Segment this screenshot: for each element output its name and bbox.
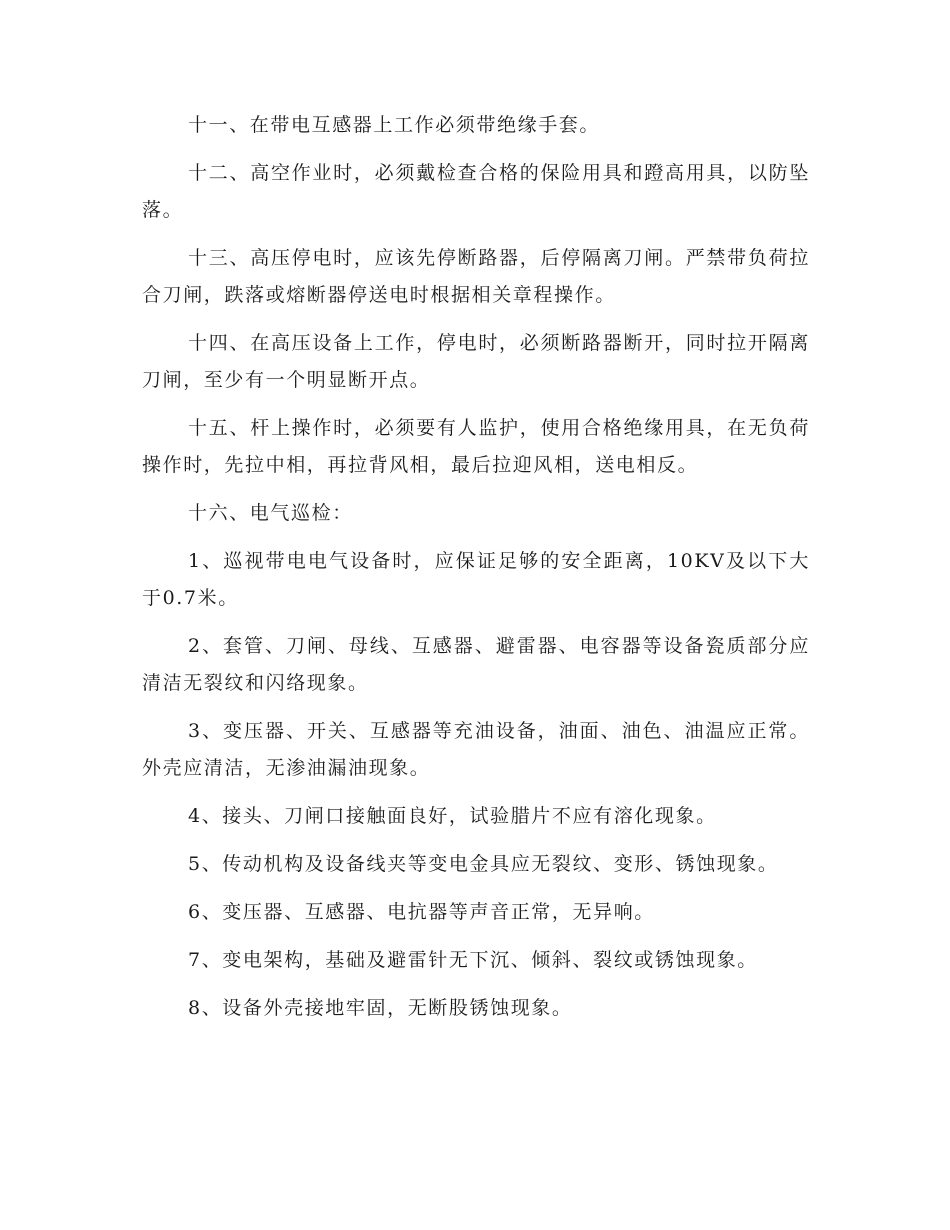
- section-heading-inspection: 十六、电气巡检：: [188, 502, 353, 524]
- list-item-4: 4、接头、刀闸口接触面良好，试验腊片不应有溶化现象。: [188, 805, 717, 827]
- list-item-3: 3、变压器、开关、互感器等充油设备，油面、油色、油温应正常。外壳应清洁，无渗油漏油现象。: [142, 720, 810, 779]
- paragraph-14: 十四、在高压设备上工作，停电时，必须断路器断开，同时拉开隔离刀闸，至少有一个明显断开点。: [142, 332, 810, 391]
- paragraph-12: 十二、高空作业时，必须戴检查合格的保险用具和蹬高用具，以防坠落。: [142, 162, 810, 221]
- list-item-8: 8、设备外壳接地牢固，无断股锈蚀现象。: [188, 997, 573, 1019]
- list-item-6: 6、变压器、互感器、电抗器等声音正常，无异响。: [188, 901, 655, 923]
- list-item-5: 5、传动机构及设备线夹等变电金具应无裂纹、变形、锈蚀现象。: [188, 853, 779, 875]
- paragraph-15: 十五、杆上操作时，必须要有人监护，使用合格绝缘用具，在无负荷操作时，先拉中相，再拉背风相，最后拉迎风相，送电相反。: [142, 417, 810, 476]
- list-item-1: 1、巡视带电电气设备时，应保证足够的安全距离，10KV及以下大于0.7米。: [142, 550, 810, 609]
- document-body: [142, 107, 810, 1038]
- list-item-2: 2、套管、刀闸、母线、互感器、避雷器、电容器等设备瓷质部分应清洁无裂纹和闪络现象。: [142, 635, 810, 694]
- list-item-7: 7、变电架构，基础及避雷针无下沉、倾斜、裂纹或锈蚀现象。: [188, 949, 758, 971]
- paragraph-13: 十三、高压停电时，应该先停断路器，后停隔离刀闸。严禁带负荷拉合刀闸，跌落或熔断器停送电时根据相关章程操作。: [142, 247, 810, 306]
- paragraph-11: 十一、在带电互感器上工作必须带绝缘手套。: [188, 114, 601, 136]
